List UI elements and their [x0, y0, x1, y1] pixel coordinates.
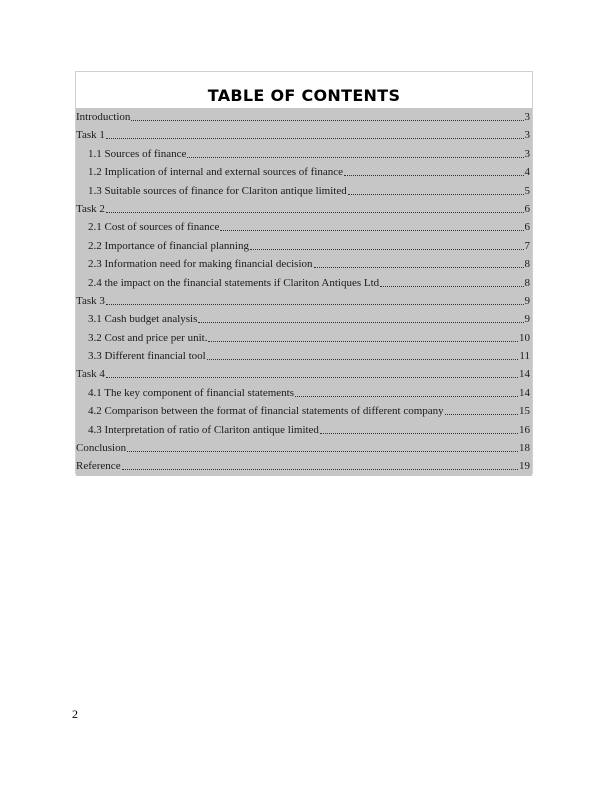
toc-entry-label: 2.1 Cost of sources of finance: [88, 221, 220, 234]
toc-leader-dots: [250, 237, 524, 250]
toc-entry[interactable]: [76, 108, 532, 126]
toc-leader-dots: [127, 439, 518, 452]
toc-entry-page: 14: [519, 386, 530, 399]
toc-entry-page: 7: [524, 239, 530, 252]
toc-entry-page: 19: [519, 460, 530, 473]
toc-entry-page: 18: [519, 442, 530, 455]
toc-leader-dots: [106, 292, 524, 305]
toc-leader-dots: [207, 347, 519, 360]
toc-entry-page: 10: [519, 331, 530, 344]
toc-entry[interactable]: [76, 126, 532, 144]
toc-entry[interactable]: [76, 274, 532, 292]
toc-entry-label: 2.2 Importance of financial planning: [88, 239, 249, 252]
page-number: 2: [72, 707, 78, 721]
toc-entry-page: 8: [524, 258, 530, 271]
toc-entry[interactable]: [76, 163, 532, 181]
toc-entry-page: 14: [519, 368, 530, 381]
toc-leader-dots: [122, 457, 518, 470]
toc-entry-label: 4.3 Interpretation of ratio of Clariton antique limited: [88, 423, 319, 436]
toc-box: [75, 71, 533, 474]
toc-entry-label: 3.2 Cost and price per unit.: [88, 331, 208, 344]
toc-entry-page: 4: [524, 166, 530, 179]
toc-leader-dots: [131, 108, 523, 121]
toc-entry-label: 3.3 Different financial tool: [88, 350, 206, 363]
toc-entry[interactable]: [76, 237, 532, 255]
toc-entry-page: 3: [524, 147, 530, 160]
toc-leader-dots: [220, 218, 523, 231]
toc-entry-label: Task 4: [76, 368, 105, 381]
toc-leader-dots: [348, 182, 524, 195]
toc-leader-dots: [198, 310, 523, 323]
toc-entry[interactable]: [76, 145, 532, 163]
toc-entry[interactable]: [76, 292, 532, 310]
toc-leader-dots: [380, 274, 523, 287]
toc-entry-page: 9: [524, 313, 530, 326]
toc-entry-label: Task 1: [76, 129, 105, 142]
toc-entry[interactable]: [76, 457, 532, 475]
toc-leader-dots: [445, 402, 518, 415]
toc-entry-label: Task 3: [76, 294, 105, 307]
toc-entry[interactable]: [76, 384, 532, 402]
toc-entry[interactable]: [76, 402, 532, 420]
toc-entry-label: 2.4 the impact on the financial statements if Clariton Antiques Ltd: [88, 276, 380, 289]
toc-entry[interactable]: [76, 218, 532, 236]
toc-entry-label: 1.2 Implication of internal and external sources of finance: [88, 166, 344, 179]
toc-leader-dots: [106, 365, 518, 378]
toc-title: TABLE OF CONTENTS: [207, 86, 401, 105]
toc-entry-page: 11: [519, 350, 530, 363]
toc-leader-dots: [187, 145, 523, 158]
toc-entry-page: 15: [519, 405, 530, 418]
toc-entry-label: 4.1 The key component of financial statements: [88, 386, 294, 399]
toc-leader-dots: [106, 200, 524, 213]
toc-leader-dots: [344, 163, 523, 176]
toc-entry-page: 3: [524, 129, 530, 142]
toc-entry[interactable]: [76, 182, 532, 200]
toc-entry-page: 6: [524, 221, 530, 234]
toc-leader-dots: [208, 329, 518, 342]
toc-entry-label: 2.3 Information need for making financial decision: [88, 258, 313, 271]
toc-entry[interactable]: [76, 200, 532, 218]
toc-entry-page: 16: [519, 423, 530, 436]
toc-entry-page: 9: [524, 294, 530, 307]
toc-list: [76, 108, 532, 476]
toc-entry-label: 4.2 Comparison between the format of financial statements of different company: [88, 405, 444, 418]
toc-entry-page: 6: [524, 202, 530, 215]
toc-entry[interactable]: [76, 255, 532, 273]
toc-entry-page: 5: [524, 184, 530, 197]
toc-entry[interactable]: [76, 439, 532, 457]
toc-entry-label: 1.1 Sources of finance: [88, 147, 187, 160]
toc-entry-label: Task 2: [76, 202, 105, 215]
toc-entry-label: Conclusion: [76, 442, 127, 455]
toc-entry-label: Reference: [76, 460, 121, 473]
toc-entry-page: 3: [524, 111, 530, 123]
toc-entry-label: 3.1 Cash budget analysis: [88, 313, 198, 326]
toc-entry[interactable]: [76, 365, 532, 383]
toc-leader-dots: [320, 421, 518, 434]
toc-leader-dots: [314, 255, 524, 268]
toc-entry[interactable]: [76, 310, 532, 328]
toc-entry[interactable]: [76, 421, 532, 439]
toc-entry[interactable]: [76, 347, 532, 365]
toc-leader-dots: [295, 384, 518, 397]
toc-entry-label: 1.3 Suitable sources of finance for Clariton antique limited: [88, 184, 347, 197]
toc-entry-page: 8: [524, 276, 530, 289]
toc-leader-dots: [106, 126, 524, 139]
toc-entry-label: Introduction: [76, 111, 131, 123]
toc-entry[interactable]: [76, 329, 532, 347]
